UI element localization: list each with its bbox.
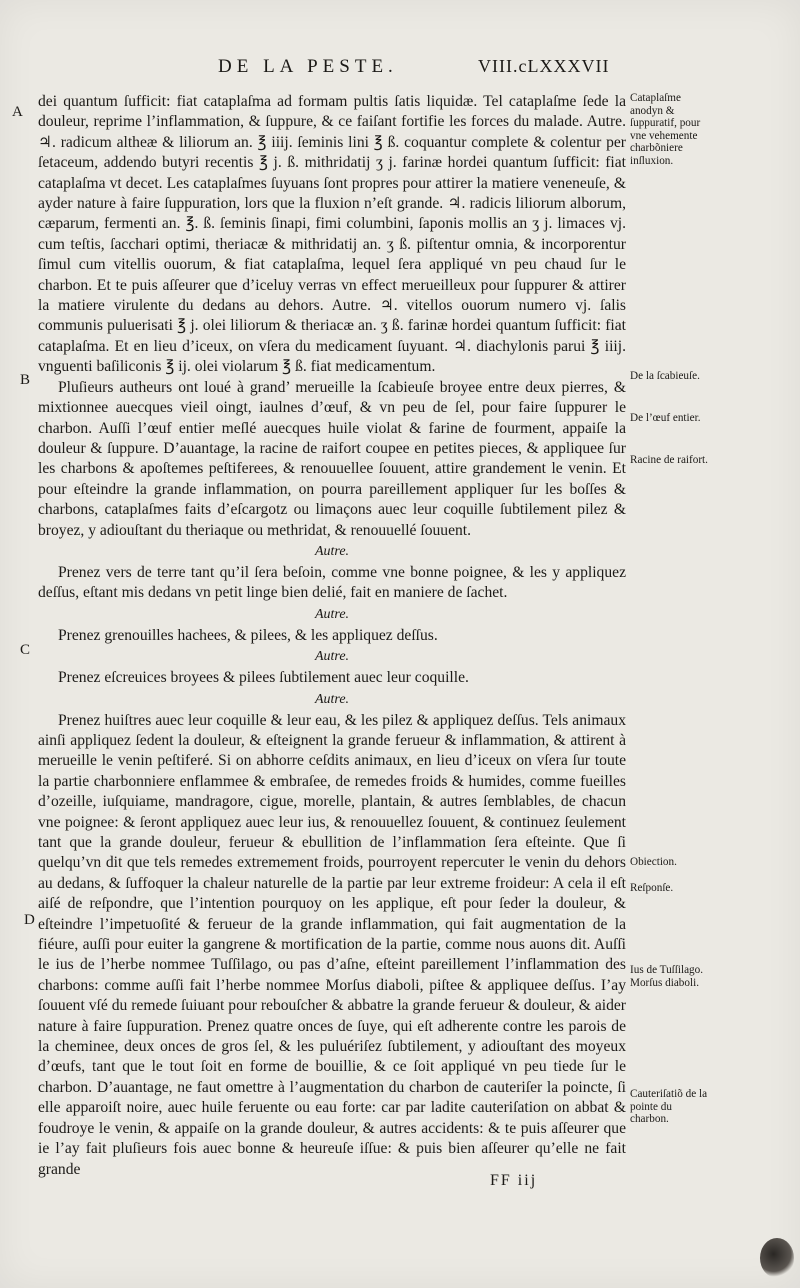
heading-autre: Autre. [314,691,350,707]
paragraph-vers-de-terre: Prenez vers de terre tant qu’il ſera beſoin, comme vne bonne poignee, & les y appliquez deſſus, eſtant mis dedans vn petit linge bien delié, fait en maniere de ſachet. [38,563,626,602]
paragraph-grenouilles: Prenez grenouilles hachees, & pilees, & les appliquez deſſus. [58,626,438,644]
section-letter-c: C [20,642,31,658]
heading-autre: Autre. [314,543,350,559]
section-letter-d: D [24,912,35,928]
heading-autre: Autre. [314,606,350,622]
section-letter-b: B [20,372,31,388]
running-title: DE LA PESTE. [218,56,398,77]
margin-note-raifort: Racine de raifort. [630,454,708,466]
margin-note-cauterisation: Cauteriſatiõ de la pointe du charbon. [630,1088,708,1126]
margin-note-oeuf: De l’œuf entier. [630,412,701,424]
signature-mark: FF iij [490,1172,538,1189]
margin-note-tussilago: Ius de Tuſſilago. Morſus diaboli. [630,964,704,989]
margin-note-obiection: Obiection. [630,856,677,868]
section-letter-a: A [12,104,23,120]
folio-number: VIII.cLXXXVII [478,56,610,76]
running-head [0,56,800,80]
paragraph-scabieuse: Pluſieurs autheurs ont loué à grand’ merueille la ſcabieuſe broyee entre deux pierres, & mixtionnee auecques vieil oingt, iaulnes d’œuf, & vn peu de ſel, pour faire ſuppurer le charbon. Auſſi l’œuf entier meſlé auecques huile violat & farine de fourment, appaiſe la douleur & ſuppure. D’auantage, la racine de raifort coupee en petites pieces, & appliquee ſur les charbons & apoſtemes peſtiferees, & renouuellee ſouuent, attire grandement le venin. Et pour eſteindre la grande inflammation, on pourra pareillement appliquer ſur les boſſes & charbons, cataplaſmes faits d’eſcargotz ou limaçons auec leur coquille ſubtilement pilez & broyez, y adiouſtant du theriaque ou methridat, & renouuellé ſouuent. [38,378,626,539]
main-text-column [38,92,626,1180]
margin-note-cataplasme: Cataplaſme anodyn & ſuppuratif, pour vne vehemente charbõniere inſluxion. [630,92,701,167]
paragraph-cataplasms: dei quantum ſufficit: fiat cataplaſma ad formam pultis ſatis liquidæ. Tel cataplaſme ſede la douleur, reprime l’inflammation, & ſuppure, & ce faiſant fortifie les forces du malade. Autre. ♃. radicum altheæ & liliorum an. ℥ iiij. ſeminis lini ℥ ß. coquantur complete & colentur per ſetaceum, addendo butyri recentis ℥ j. ß. mithridatij ʒ j. farinæ hordei quantum ſufficit: fiat cataplaſma vt decet. Les cataplaſmes ſuyuans ſont propres pour attirer la matiere veneneuſe, & ayder nature à faire ſuppuration, lors que la fluxion n’eſt grande. ♃. radicis liliorum alborum, cæparum, fermenti an. ℥. ß. ſeminis ſinapi, fimi columbini, ſaponis mollis an ʒ j. limaces vj. cum teſtis, ſacchari optimi, theriacæ & mithridatij an. ʒ ß. piſtentur omnia, & incorporentur ſimul cum vitellis ouorum, & fiat cataplaſma, lequel ſera appliqué vn peu chaud ſur le charbon. Et te puis aſſeurer que d’iceluy verras vn effect merueilleux pour ſuppurer & attirer la matiere virulente du dedans au dehors. Autre. ♃. vitellos ouorum numero vj. ſalis communis puluerisati ℥ j. olei liliorum & theriacæ an. ʒ ß. farinæ hordei quantum ſufficit: fiat cataplaſma. Et en lieu d’iceux, on vſera du medicament ſuyuant. ♃. diachylonis parui ℥ iiij. vnguenti baſiliconis ℥ ij. olei violarum ℥ ß. fiat medicamentum. [38,93,626,376]
heading-autre: Autre. [314,649,350,665]
paragraph-escreuices: Prenez eſcreuices broyees & pilees ſubtilement auec leur coquille. [58,669,469,687]
page-edge-blot [760,1238,794,1278]
margin-note-responce: Reſponſe. [630,882,674,894]
margin-note-scabieuse: De la ſcabieuſe. [630,370,700,382]
paragraph-huistres: Prenez huiſtres auec leur coquille & leur eau, & les pilez & appliquez deſſus. Tels animaux ainſi appliquez ſedent la douleur, & eſteignent la grande ferueur & inflammation, & attirent à merueille le venin peſtiferé. Si on abhorre ceſdits animaux, en lieu d’iceux on vſera ſur toute la partie charbonniere enflammee & embraſee, de remedes froids & humides, comme fueilles d’ozeille, iuſquiame, mandragore, cigue, morelle, plantain, & autres ſemblables, de chacun vne poignee: & ſeront appliquez auec leur ius, & renouuellez ſouuent, & continuez ſeulement tant que la grande douleur, ferueur & ebullition de l’inflammation ſera eſteinte. Que ſi quelqu’vn dit que tels remedes extremement froids, pourroyent repercuter le venin du dehors au dedans, & ſuffoquer la chaleur naturelle de la partie par leur extreme froideur: A cela il eſt aiſé de reſpondre, que l’intention pourquoy on les applique, eſt pour ſeder la douleur, & eſteindre l’impetuoſité & ferueur de la grande inflammation, qui fait augmentation de la fiéure, auſſi pour euiter la gangrene & mortification de la partie, comme nous auons dit. Auſſi le ius de l’herbe nommee Tuſſilago, ou pas d’aſne, eſteint pareillement l’inflammation des charbons: comme auſſi fait l’herbe nommee Morſus diaboli, piſtee & appliquee deſſus. I’ay ſouuent vſé du remede ſuiuant pour rebouſcher & abbatre la grande ferueur & douleur, & aider nature à faire ſuppuration. Prenez quatre onces de ſuye, qui eſt adherente contre les parois de la cheminee, deux onces de gros ſel, & les puluériſez ſubtilement, y adiouſtant des moyeux d’œufs, tant que le tout ſoit en forme de bouillie, & ce ſoit appliqué vn peu tiede ſur le charbon. D’auantage, ne faut omettre à l’augmentation du charbon de cauteriſer la poincte, ſi elle apparoiſt noire, auec huile feruente ou eau forte: car par ladite cauteriſation on abbat & foudroye le venin, & appaiſe on la grande douleur, & autres accidents: & te puis aſſeurer que ie l’ay fait pluſieurs fois auec bonne & heureuſe iſſue: & puis bien aſſeurer qu’elle ne fait grande [38,711,626,1178]
